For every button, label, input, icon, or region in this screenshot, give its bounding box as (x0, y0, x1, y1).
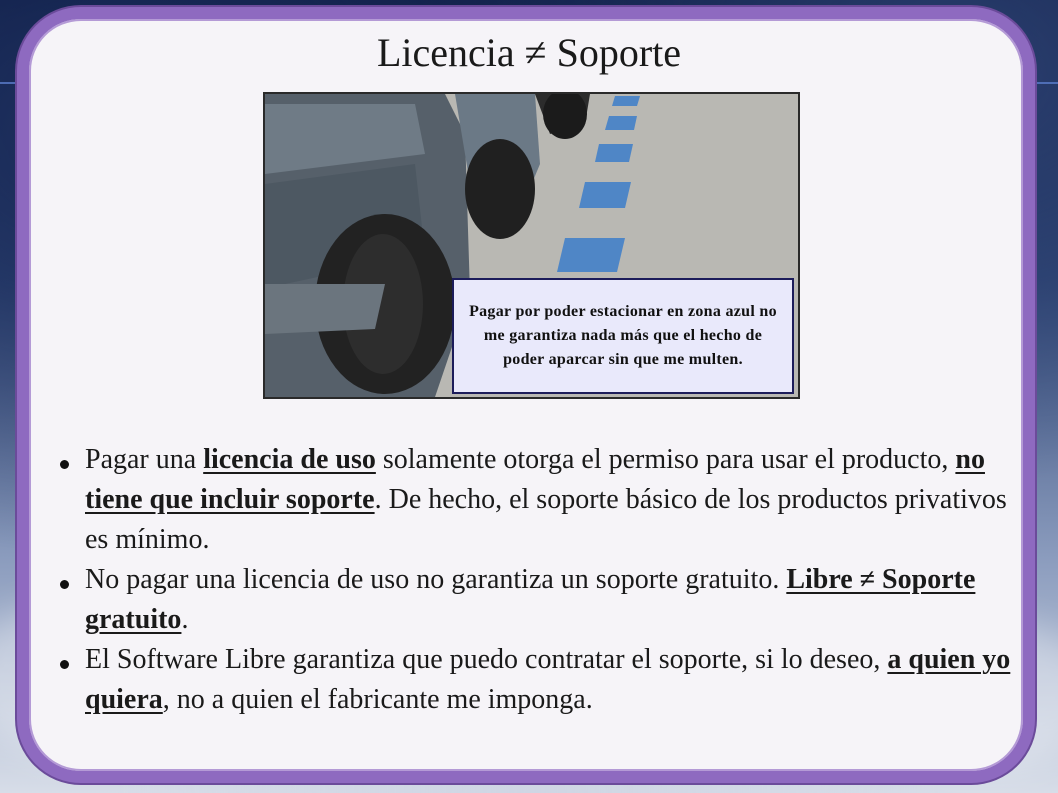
bullet-text: , no a quien el fabricante me imponga. (162, 684, 593, 715)
bullet-item (60, 560, 1020, 640)
emphasis-no-support: no tiene que incluir soporte (85, 444, 985, 515)
emphasis-libre: Libre ≠ Soporte gratuito (85, 564, 976, 635)
bullet-item (60, 440, 1020, 560)
photo-caption: Pagar por poder estacionar en zona azul no me garantiza nada más que el hecho de poder aparcar sin que me multen. (452, 278, 794, 394)
bullet-dot (60, 660, 69, 669)
bullet-text: No pagar una licencia de uso no garantiza un soporte gratuito. (85, 564, 787, 595)
bullet-text: El Software Libre garantiza que puedo contratar el soporte, si lo deseo, (85, 644, 888, 675)
bullet-text: solamente otorga el permiso para usar el producto, (375, 444, 956, 475)
bullet-item (60, 640, 1020, 720)
bullet-text: Pagar una (85, 444, 204, 475)
emphasis-license: licencia de uso (203, 444, 376, 475)
bullet-text: . (181, 604, 189, 635)
bullet-dot (60, 460, 69, 469)
slide-title: Licencia ≠ Soporte (376, 30, 682, 75)
bullet-dot (60, 580, 69, 589)
bullet-list (60, 440, 1020, 720)
bullet-text: . De hecho, el soporte básico de los productos privativos es mínimo. (85, 484, 1007, 555)
emphasis-quien: a quien yo quiera (85, 644, 1011, 715)
